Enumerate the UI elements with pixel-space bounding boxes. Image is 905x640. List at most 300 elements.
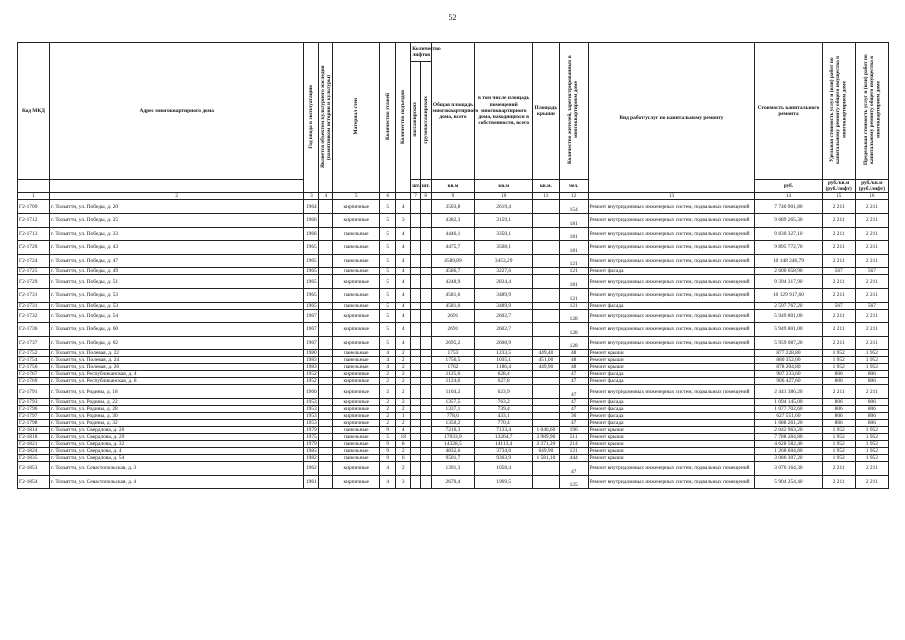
roof-area-cell xyxy=(533,419,560,426)
work-type-cell: Ремонт внутридомовых инженерных систем, подвальных помещений xyxy=(588,254,755,268)
area-total-cell: 778,6 xyxy=(431,412,475,419)
unit-cost-cell: 1 952 xyxy=(822,426,855,433)
unit-address xyxy=(50,180,304,193)
roof-area-cell xyxy=(533,200,560,214)
column-number: 9 xyxy=(431,193,475,200)
elev-cargo-cell xyxy=(420,302,431,309)
unit-cost-cell: 2 211 xyxy=(822,475,855,489)
wall-material-cell: панельные xyxy=(333,433,380,440)
work-type-cell: Ремонт внутридомовых инженерных систем, подвальных помещений xyxy=(588,275,755,289)
address-cell: г. Тольятти, ул. Победы, д. 60 xyxy=(50,323,304,337)
cost-cell: 877 228,80 xyxy=(755,350,822,357)
entrances-cell: 6 xyxy=(396,454,411,461)
table-row xyxy=(18,454,889,461)
elev-cargo-cell xyxy=(420,454,431,461)
cost-cell: 9 394 317,90 xyxy=(755,275,822,289)
table-row xyxy=(18,275,889,289)
floors-cell: 9 xyxy=(380,454,396,461)
max-cost-cell: 2 211 xyxy=(855,336,888,350)
table-row xyxy=(18,357,889,364)
area-owned-cell: 3350,1 xyxy=(475,227,533,241)
column-number: 14 xyxy=(755,193,822,200)
address-cell: г. Тольятти, ул. Родины, д. 30 xyxy=(50,412,304,419)
roof-area-cell: 449,90 xyxy=(533,364,560,371)
unit-cost-cell: 1 952 xyxy=(822,364,855,371)
address-cell: г. Тольятти, ул. Победы, д. 54 xyxy=(50,309,304,323)
unit-cost-cell: 2 211 xyxy=(822,336,855,350)
elev-pass-cell xyxy=(411,350,421,357)
table-row xyxy=(18,385,889,399)
heritage-cell xyxy=(319,275,333,289)
area-owned-cell: 1233,5 xyxy=(475,350,533,357)
column-number: 1 xyxy=(18,193,50,200)
year-cell: 1952 xyxy=(304,378,319,385)
mkd-code: Г2-1835 xyxy=(18,454,50,461)
entrances-cell: 1 xyxy=(396,412,411,419)
mkd-code: Г2-1853 xyxy=(18,461,50,475)
year-cell: 1964 xyxy=(304,200,319,214)
elev-cargo-cell xyxy=(420,371,431,378)
entrances-cell: 18 xyxy=(396,433,411,440)
work-type-cell: Ремонт внутридомовых инженерных систем, подвальных помещений xyxy=(588,385,755,399)
elev-cargo-cell xyxy=(420,440,431,447)
entrances-cell: 2 xyxy=(396,350,411,357)
floors-cell: 5 xyxy=(380,227,396,241)
table-row xyxy=(18,405,889,412)
max-cost-cell: 1 952 xyxy=(855,440,888,447)
year-cell: 1953 xyxy=(304,419,319,426)
mkd-code: Г2-1821 xyxy=(18,440,50,447)
wall-material-cell: панельные xyxy=(333,268,380,275)
cost-cell: 5 949 801,00 xyxy=(755,309,822,323)
work-type-cell: Ремонт внутридомовых инженерных систем, подвальных помещений xyxy=(588,323,755,337)
residents-cell: 47 xyxy=(559,378,588,385)
work-type-cell: Ремонт крыши xyxy=(588,433,755,440)
year-cell: 1983 xyxy=(304,364,319,371)
max-cost-cell: 2 211 xyxy=(855,323,888,337)
elev-cargo-cell xyxy=(420,323,431,337)
year-cell: 1983 xyxy=(304,357,319,364)
year-cell: 1975 xyxy=(304,433,319,440)
column-number-row xyxy=(18,193,889,200)
mkd-code: Г2-1712 xyxy=(18,214,50,228)
column-number: 4 xyxy=(319,193,333,200)
max-cost-cell: 806 xyxy=(855,419,888,426)
roof-area-cell xyxy=(533,412,560,419)
elev-cargo-cell xyxy=(420,214,431,228)
roof-area-cell xyxy=(533,214,560,228)
year-cell: 1979 xyxy=(304,426,319,433)
area-total-cell: 4382,3 xyxy=(431,214,475,228)
roof-area-cell xyxy=(533,302,560,309)
heritage-cell xyxy=(319,214,333,228)
year-cell: 1960 xyxy=(304,385,319,399)
area-total-cell: 4581,6 xyxy=(431,288,475,302)
max-cost-cell: 1 952 xyxy=(855,447,888,454)
table-row xyxy=(18,268,889,275)
mkd-code: Г2-1729 xyxy=(18,275,50,289)
floors-cell: 9 xyxy=(380,447,396,454)
wall-material-cell: кирпичные xyxy=(333,461,380,475)
col-header-year: Год ввода в эксплуатацию xyxy=(304,43,319,193)
elev-pass-cell xyxy=(411,426,421,433)
floors-cell: 2 xyxy=(380,378,396,385)
elev-pass-cell xyxy=(411,268,421,275)
elev-pass-cell xyxy=(411,475,421,489)
elev-pass-cell xyxy=(411,433,421,440)
address-cell: г. Тольятти, ул. Республиканская, д. 4 xyxy=(50,371,304,378)
mkd-code: Г2-1724 xyxy=(18,254,50,268)
heritage-cell xyxy=(319,357,333,364)
area-total-cell: 2670,4 xyxy=(431,475,475,489)
unit-area-owned: кв.м xyxy=(475,180,533,193)
table-row xyxy=(18,350,889,357)
entrances-cell: 2 xyxy=(396,378,411,385)
table-row xyxy=(18,254,889,268)
elev-pass-cell xyxy=(411,378,421,385)
cost-cell: 1 094 145,00 xyxy=(755,398,822,405)
unit-cost-cell: 806 xyxy=(822,371,855,378)
col-header-floors: Количество этажей xyxy=(380,43,396,193)
wall-material-cell: панельные xyxy=(333,288,380,302)
roof-area-cell xyxy=(533,461,560,475)
col-header-roof: Площадь крыши xyxy=(533,43,560,180)
heritage-cell xyxy=(319,426,333,433)
heritage-cell xyxy=(319,419,333,426)
area-total-cell: 2695,2 xyxy=(431,336,475,350)
entrances-cell: 4 xyxy=(396,200,411,214)
elev-pass-cell xyxy=(411,447,421,454)
roof-area-cell xyxy=(533,309,560,323)
work-type-cell: Ремонт внутридомовых инженерных систем, подвальных помещений xyxy=(588,200,755,214)
wall-material-cell: панельные xyxy=(333,254,380,268)
wall-material-cell: кирпичные xyxy=(333,378,380,385)
roof-area-cell: 1 581,10 xyxy=(533,454,560,461)
col-header-unit-cost: Удельная стоимость услуг и (или) работ по капитальному ремонту общего имущества в многоквартирном доме xyxy=(822,43,855,180)
column-number: 6 xyxy=(380,193,396,200)
wall-material-cell: кирпичные xyxy=(333,309,380,323)
heritage-cell xyxy=(319,398,333,405)
column-number: 16 xyxy=(855,193,888,200)
wall-material-cell: кирпичные xyxy=(333,323,380,337)
work-type-cell: Ремонт фасада xyxy=(588,412,755,419)
floors-cell: 5 xyxy=(380,309,396,323)
roof-area-cell xyxy=(533,475,560,489)
wall-material-cell: панельные xyxy=(333,357,380,364)
area-owned-cell: 627,8 xyxy=(475,378,533,385)
work-type-cell: Ремонт внутридомовых инженерных систем, подвальных помещений xyxy=(588,241,755,255)
area-owned-cell: 9363,9 xyxy=(475,454,533,461)
address-cell: г. Тольятти, ул. Полевая, д. 22 xyxy=(50,350,304,357)
col-header-work: Вид работ/услуг по капитальному ремонту xyxy=(588,43,755,193)
address-cell: г. Тольятти, ул. Севастопольская, д. 4 xyxy=(50,475,304,489)
elev-cargo-cell xyxy=(420,241,431,255)
heritage-cell xyxy=(319,350,333,357)
cost-cell: 3 086 307,20 xyxy=(755,454,822,461)
unit-cost-cell: 806 xyxy=(822,412,855,419)
heritage-cell xyxy=(319,433,333,440)
area-owned-cell: 433,1 xyxy=(475,412,533,419)
floors-cell: 5 xyxy=(380,433,396,440)
address-cell: г. Тольятти, ул. Республиканская, д. 8 xyxy=(50,378,304,385)
elev-cargo-cell xyxy=(420,419,431,426)
heritage-cell xyxy=(319,227,333,241)
floors-cell: 5 xyxy=(380,241,396,255)
work-type-cell: Ремонт внутридомовых инженерных систем, подвальных помещений xyxy=(588,475,755,489)
roof-area-cell xyxy=(533,378,560,385)
column-number: 7 xyxy=(411,193,421,200)
elev-pass-cell xyxy=(411,371,421,378)
residents-cell: 47 xyxy=(559,371,588,378)
heritage-cell xyxy=(319,288,333,302)
residents-cell: 47 xyxy=(559,398,588,405)
work-type-cell: Ремонт крыши xyxy=(588,454,755,461)
residents-cell: 121 xyxy=(559,288,588,302)
entrances-cell: 4 xyxy=(396,288,411,302)
year-cell: 1953 xyxy=(304,398,319,405)
year-cell: 1967 xyxy=(304,336,319,350)
elev-cargo-cell xyxy=(420,461,431,475)
mkd-code: Г2-1752 xyxy=(18,350,50,357)
mkd-code: Г2-1791 xyxy=(18,385,50,399)
entrances-cell: 3 xyxy=(396,214,411,228)
elev-pass-cell xyxy=(411,461,421,475)
floors-cell: 2 xyxy=(380,405,396,412)
unit-cost-cell: 2 211 xyxy=(822,227,855,241)
wall-material-cell: кирпичные xyxy=(333,336,380,350)
year-cell: 1961 xyxy=(304,475,319,489)
mkd-code: Г2-1793 xyxy=(18,398,50,405)
elev-pass-cell xyxy=(411,419,421,426)
elev-pass-cell xyxy=(411,364,421,371)
floors-cell: 4 xyxy=(380,475,396,489)
elev-pass-cell xyxy=(411,200,421,214)
residents-cell: 181 xyxy=(559,275,588,289)
entrances-cell: 2 xyxy=(396,419,411,426)
year-cell: 1953 xyxy=(304,405,319,412)
area-owned-cell: 628,4 xyxy=(475,371,533,378)
elev-cargo-cell xyxy=(420,254,431,268)
cost-cell: 906 427,60 xyxy=(755,378,822,385)
col-header-elev-cargo: грузопассажирских xyxy=(420,62,431,180)
area-total-cell: 2691 xyxy=(431,309,475,323)
cost-cell: 7 788 284,80 xyxy=(755,433,822,440)
cost-cell: 9 895 772,70 xyxy=(755,241,822,255)
year-cell: 1967 xyxy=(304,323,319,337)
cost-cell: 10 148 246,79 xyxy=(755,254,822,268)
elev-cargo-cell xyxy=(420,268,431,275)
elev-cargo-cell xyxy=(420,288,431,302)
max-cost-cell: 2 211 xyxy=(855,288,888,302)
residents-cell: 125 xyxy=(559,475,588,489)
max-cost-cell: 806 xyxy=(855,405,888,412)
elev-pass-cell xyxy=(411,440,421,447)
roof-area-cell: 3 989,90 xyxy=(533,433,560,440)
page-number: 52 xyxy=(448,13,457,22)
mkd-code: Г2-1767 xyxy=(18,371,50,378)
mkd-code: Г2-1709 xyxy=(18,200,50,214)
table-row xyxy=(18,475,889,489)
area-owned-cell: 1058,4 xyxy=(475,461,533,475)
unit-residents: чел. xyxy=(559,180,588,193)
elev-pass-cell xyxy=(411,254,421,268)
max-cost-cell: 806 xyxy=(855,371,888,378)
entrances-cell: 2 xyxy=(396,447,411,454)
mkd-code: Г2-1737 xyxy=(18,336,50,350)
mkd-code: Г2-1736 xyxy=(18,323,50,337)
year-cell: 1979 xyxy=(304,440,319,447)
address-cell: г. Тольятти, ул. Победы, д. 33 xyxy=(50,227,304,241)
column-number: 5 xyxy=(333,193,380,200)
elev-cargo-cell xyxy=(420,475,431,489)
table-row xyxy=(18,200,889,214)
residents-cell: 47 xyxy=(559,405,588,412)
col-header-residents: Количество жителей, зарегистрированных в многоквартирном доме xyxy=(559,43,588,180)
area-owned-cell: 2602,7 xyxy=(475,309,533,323)
wall-material-cell: панельные xyxy=(333,454,380,461)
year-cell: 1965 xyxy=(304,241,319,255)
roof-area-cell xyxy=(533,336,560,350)
mkd-code: Г2-1796 xyxy=(18,405,50,412)
year-cell: 1965 xyxy=(304,254,319,268)
area-total-cell: 4589,89 xyxy=(431,254,475,268)
wall-material-cell: кирпичные xyxy=(333,475,380,489)
elev-pass-cell xyxy=(411,405,421,412)
work-type-cell: Ремонт внутридомовых инженерных систем, подвальных помещений xyxy=(588,227,755,241)
work-type-cell: Ремонт крыши xyxy=(588,364,755,371)
floors-cell: 5 xyxy=(380,302,396,309)
column-number xyxy=(396,193,411,200)
max-cost-cell: 1 952 xyxy=(855,433,888,440)
mkd-code: Г2-1720 xyxy=(18,241,50,255)
cost-cell: 7 746 901,80 xyxy=(755,200,822,214)
floors-cell: 4 xyxy=(380,364,396,371)
col-header-max-cost: Предельная стоимость услуг и (или) работ по капитальному ремонту общего имущества в многоквартирном доме xyxy=(855,43,888,180)
floors-cell: 2 xyxy=(380,385,396,399)
year-cell: 1965 xyxy=(304,268,319,275)
work-type-cell: Ремонт крыши xyxy=(588,426,755,433)
cost-cell: 5 949 801,00 xyxy=(755,323,822,337)
area-total-cell: 4248,9 xyxy=(431,275,475,289)
work-type-cell: Ремонт фасада xyxy=(588,268,755,275)
unit-unit-cost: руб./кв.м (руб./лифт) xyxy=(822,180,855,193)
heritage-cell xyxy=(319,200,333,214)
max-cost-cell: 2 211 xyxy=(855,214,888,228)
elev-cargo-cell xyxy=(420,357,431,364)
unit-cost-cell: 806 xyxy=(822,419,855,426)
area-total-cell: 1756,5 xyxy=(431,357,475,364)
cost-cell: 1 088 261,20 xyxy=(755,419,822,426)
heritage-cell xyxy=(319,241,333,255)
entrances-cell: 2 xyxy=(396,364,411,371)
table-row xyxy=(18,440,889,447)
residents-cell: 181 xyxy=(559,241,588,255)
elev-pass-cell xyxy=(411,241,421,255)
elev-cargo-cell xyxy=(420,364,431,371)
area-owned-cell: 13264,7 xyxy=(475,433,533,440)
column-number: 10 xyxy=(475,193,533,200)
area-owned-cell: 2602,7 xyxy=(475,323,533,337)
mkd-code: Г2-1814 xyxy=(18,426,50,433)
unit-cost-cell: 806 xyxy=(822,398,855,405)
heritage-cell xyxy=(319,412,333,419)
header-row xyxy=(18,43,889,62)
roof-area-cell xyxy=(533,371,560,378)
cost-cell: 2 597 767,20 xyxy=(755,302,822,309)
area-owned-cell: 1186,4 xyxy=(475,364,533,371)
elev-cargo-cell xyxy=(420,378,431,385)
elev-cargo-cell xyxy=(420,385,431,399)
area-owned-cell: 3489,9 xyxy=(475,302,533,309)
column-number: 3 xyxy=(304,193,319,200)
elev-cargo-cell xyxy=(420,336,431,350)
wall-material-cell: кирпичные xyxy=(333,405,380,412)
roof-area-cell: 649,90 xyxy=(533,447,560,454)
heritage-cell xyxy=(319,323,333,337)
residents-cell: 48 xyxy=(559,350,588,357)
address-cell: г. Тольятти, ул. Свердлова, д. 29 xyxy=(50,433,304,440)
area-total-cell: 1104,2 xyxy=(431,385,475,399)
wall-material-cell: кирпичные xyxy=(333,412,380,419)
address-cell: г. Тольятти, ул. Родины, д. 18 xyxy=(50,385,304,399)
residents-cell: 444 xyxy=(559,454,588,461)
wall-material-cell: панельные xyxy=(333,227,380,241)
roof-area-cell: 1 046,60 xyxy=(533,426,560,433)
area-total-cell: 9501,7 xyxy=(431,454,475,461)
max-cost-cell: 2 211 xyxy=(855,275,888,289)
work-type-cell: Ремонт внутридомовых инженерных систем, подвальных помещений xyxy=(588,336,755,350)
table-row xyxy=(18,378,889,385)
max-cost-cell: 1 952 xyxy=(855,357,888,364)
unit-cost-cell: 806 xyxy=(822,405,855,412)
area-owned-cell: 3489,9 xyxy=(475,288,533,302)
wall-material-cell: кирпичные xyxy=(333,419,380,426)
wall-material-cell: кирпичные xyxy=(333,371,380,378)
elev-pass-cell xyxy=(411,412,421,419)
entrances-cell: 4 xyxy=(396,302,411,309)
roof-area-cell xyxy=(533,227,560,241)
year-cell: 1982 xyxy=(304,454,319,461)
mkd-code: Г2-1769 xyxy=(18,378,50,385)
entrances-cell: 3 xyxy=(396,475,411,489)
table-row xyxy=(18,309,889,323)
residents-cell: 48 xyxy=(559,364,588,371)
heritage-cell xyxy=(319,461,333,475)
year-cell: 1980 xyxy=(304,350,319,357)
address-cell: г. Тольятти, ул. Победы, д. 49 xyxy=(50,268,304,275)
col-header-elevators: Количество лифтов xyxy=(411,43,431,62)
work-type-cell: Ремонт фасада xyxy=(588,371,755,378)
wall-material-cell: кирпичные xyxy=(333,200,380,214)
heritage-cell xyxy=(319,371,333,378)
elev-cargo-cell xyxy=(420,426,431,433)
roof-area-cell xyxy=(533,405,560,412)
unit-cost-cell: 1 952 xyxy=(822,357,855,364)
unit-cost-cell: 2 211 xyxy=(822,288,855,302)
unit-roof: кв.м. xyxy=(533,180,560,193)
area-owned-cell: 770,4 xyxy=(475,419,533,426)
cost-cell: 1 268 604,80 xyxy=(755,447,822,454)
table-row xyxy=(18,461,889,475)
unit-cost-cell: 2 211 xyxy=(822,323,855,337)
elev-cargo-cell xyxy=(420,398,431,405)
residents-cell: 36 xyxy=(559,412,588,419)
mkd-code: Г2-1854 xyxy=(18,475,50,489)
elev-pass-cell xyxy=(411,309,421,323)
work-type-cell: Ремонт фасада xyxy=(588,398,755,405)
area-owned-cell: 3227,6 xyxy=(475,268,533,275)
column-number: 15 xyxy=(822,193,855,200)
